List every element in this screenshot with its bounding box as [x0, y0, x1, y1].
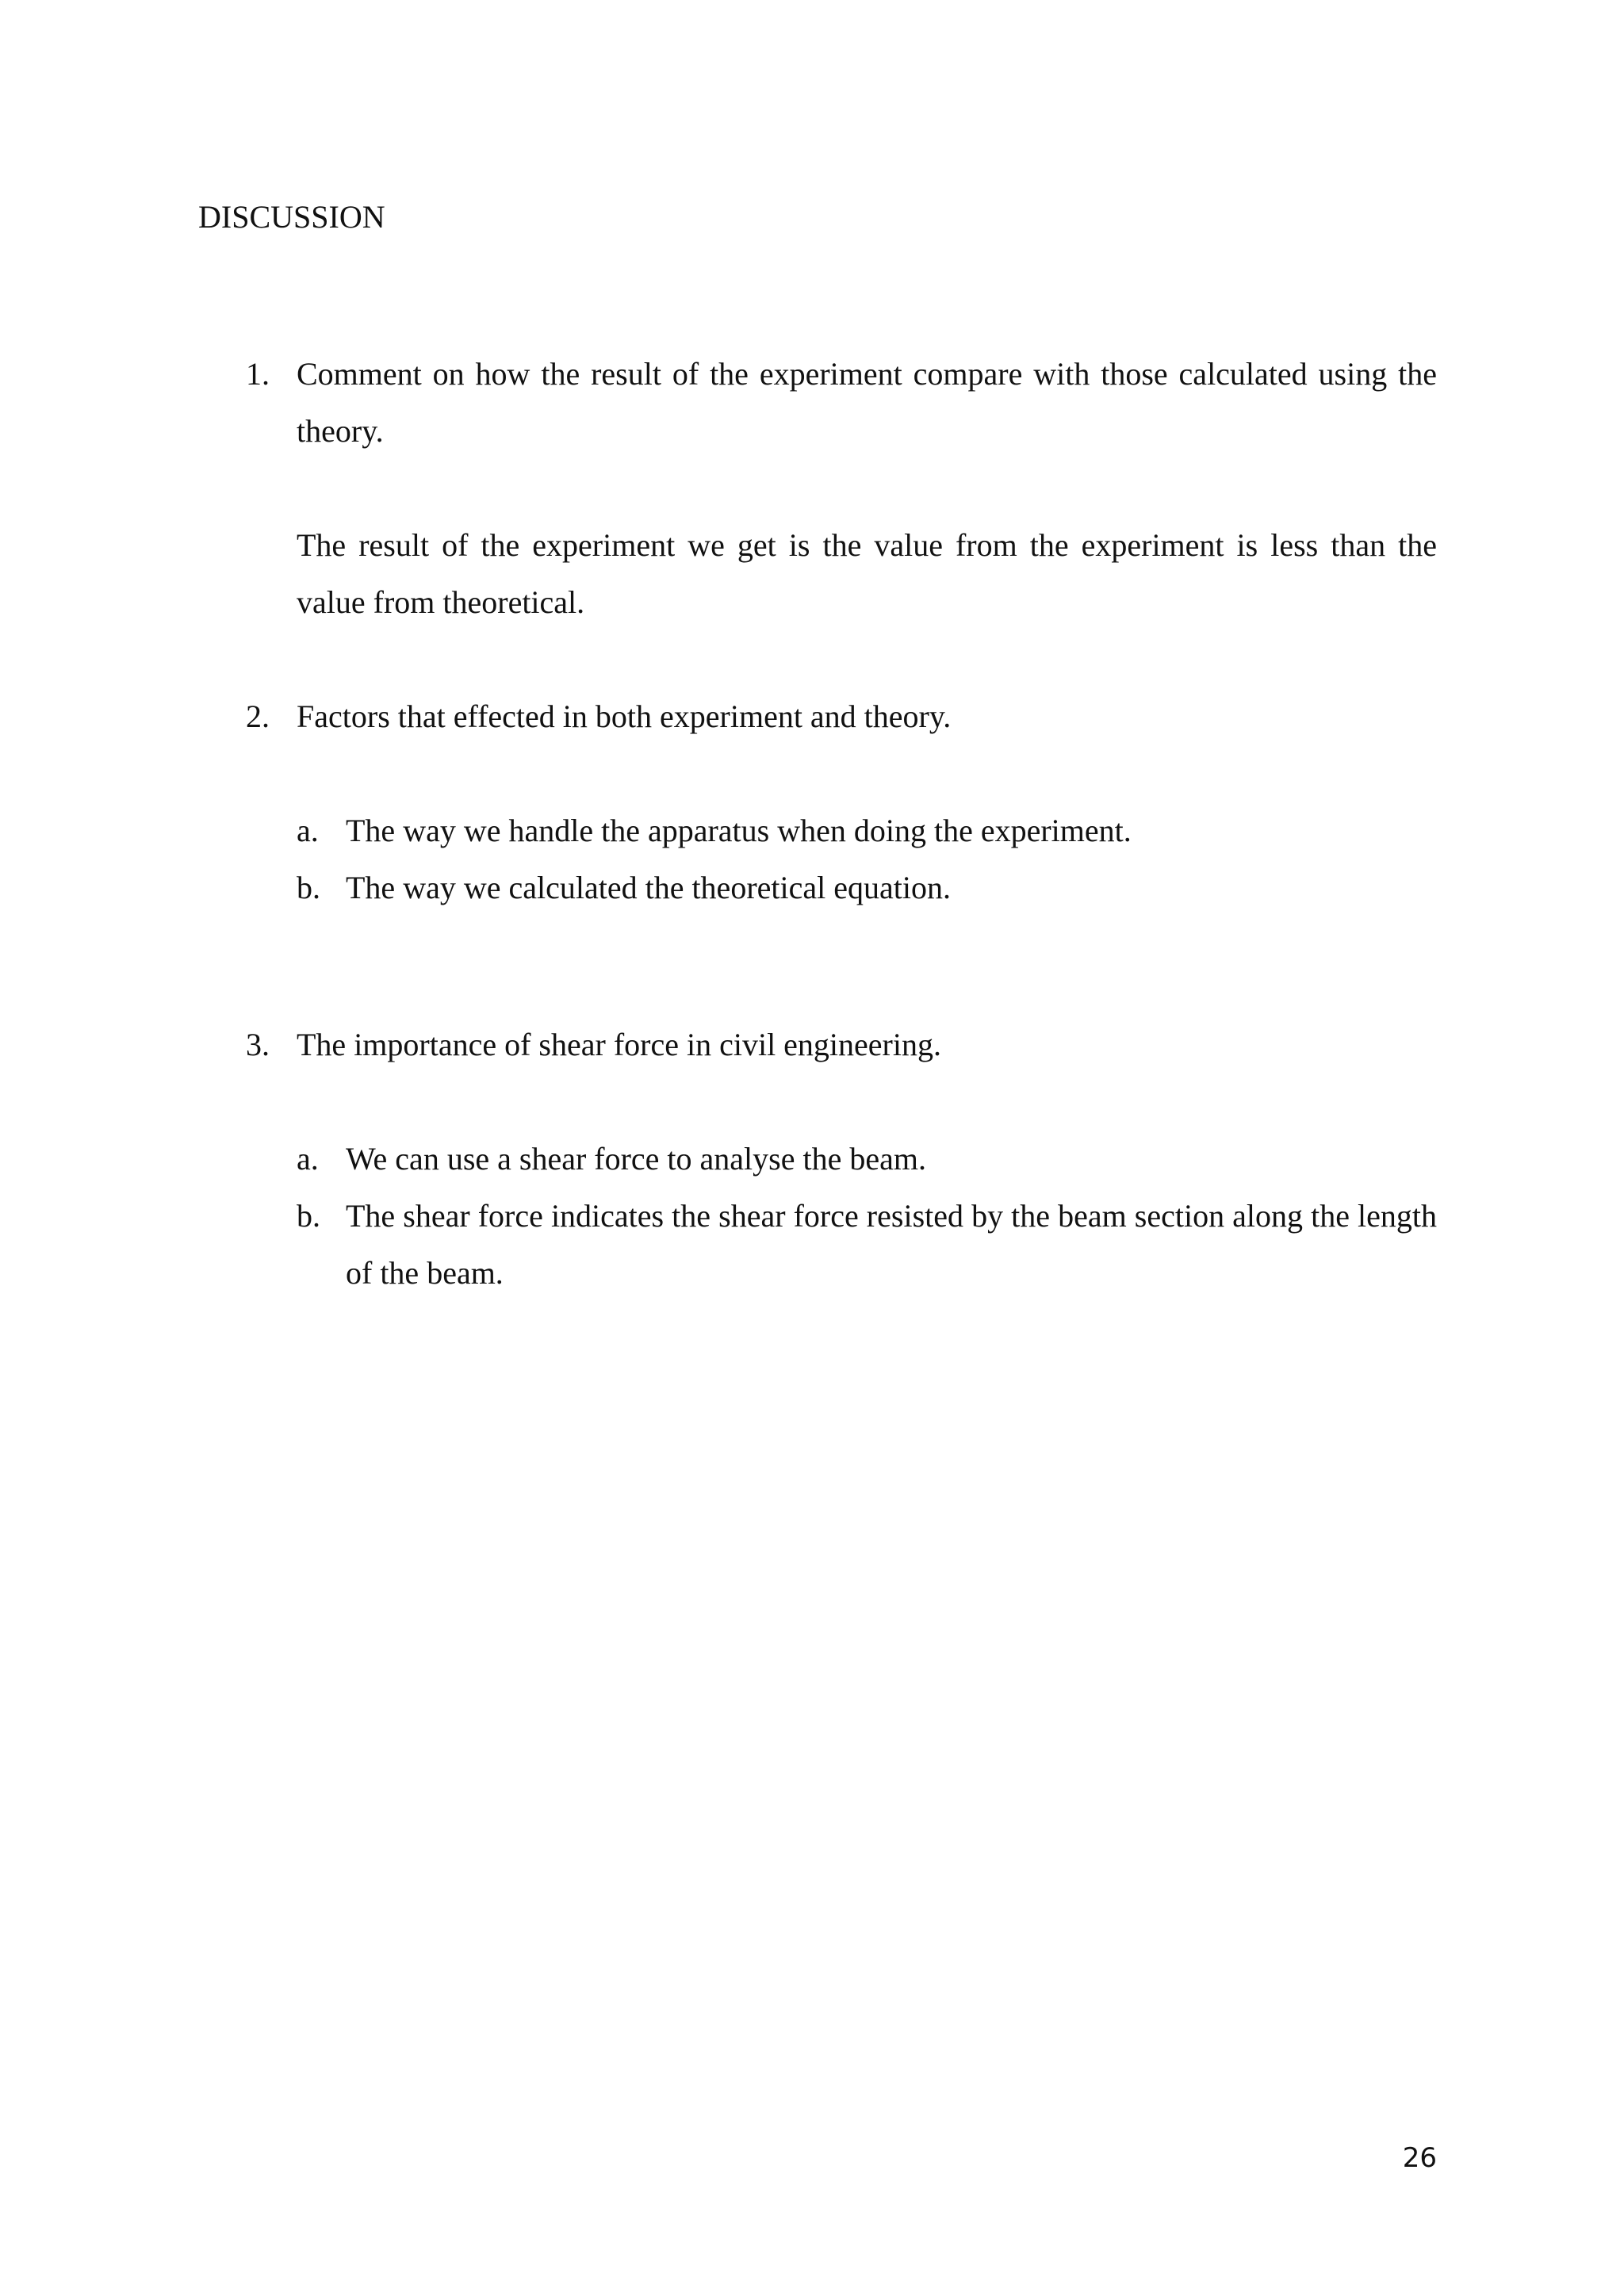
question-2-point-a-text: The way we handle the apparatus when doing the experiment. [346, 813, 1132, 848]
page-number: 26 [1402, 2142, 1437, 2174]
question-2-point-b-letter: b. [297, 870, 320, 905]
question-3-point-a-text: We can use a shear force to analyse the beam. [346, 1141, 926, 1177]
question-3-point-b-letter: b. [297, 1198, 320, 1234]
question-2-text: Factors that effected in both experiment and theory. [297, 698, 952, 734]
question-3-point-a-letter: a. [297, 1141, 319, 1177]
question-1-number: 1. [246, 356, 270, 392]
question-1-text: Comment on how the result of the experiment compare with those calculated using the theory. [297, 356, 1437, 449]
question-2-number: 2. [246, 698, 270, 734]
question-1-answer: The result of the experiment we get is the value from the experiment is less than the value from theoretical. [297, 527, 1437, 620]
question-2-point-b-text: The way we calculated the theoretical equation. [346, 870, 951, 905]
question-3-text: The importance of shear force in civil engineering. [297, 1027, 941, 1062]
question-3-number: 3. [246, 1027, 270, 1062]
question-3-point-b-text: The shear force indicates the shear force resisted by the beam section along the length of the beam. [346, 1198, 1437, 1291]
question-2-point-a-letter: a. [297, 813, 319, 848]
section-heading: DISCUSSION [198, 199, 385, 235]
